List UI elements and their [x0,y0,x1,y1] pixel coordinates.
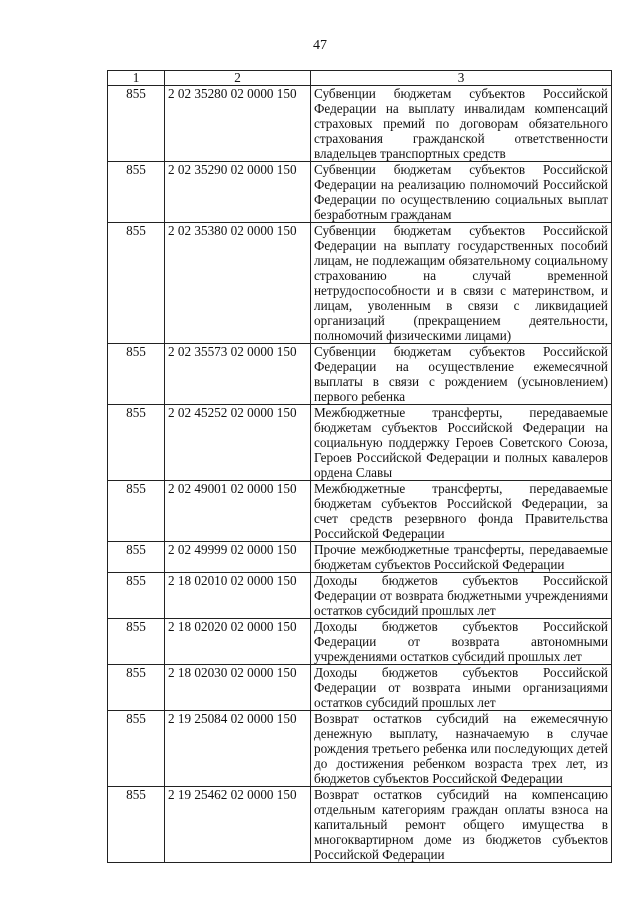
description-cell: Возврат остатков субсидий на ежемесячную денежную выплату, назначаемую в случае рождения третьего ребенка или последующих детей до достижения ребенком возраста трех лет, из бюджетов субъектов Российской Федерации [311,711,612,787]
description-cell: Доходы бюджетов субъектов Российской Федерации от возврата иными организациями остатков субсидий прошлых лет [311,665,612,711]
column-header-3: 3 [311,71,612,86]
description-cell: Доходы бюджетов субъектов Российской Федерации от возврата бюджетными учреждениями остатков субсидий прошлых лет [311,573,612,619]
admin-code-cell: 855 [108,344,165,405]
table-row [108,481,612,542]
table-row [108,344,612,405]
admin-code-cell: 855 [108,542,165,573]
classification-code-cell: 2 02 35290 02 0000 150 [165,162,311,223]
table-row [108,86,612,162]
description-cell: Субвенции бюджетам субъектов Российской Федерации на осуществление ежемесячной выплаты в связи с рождением (усыновлением) первого ребенка [311,344,612,405]
admin-code-cell: 855 [108,162,165,223]
table-header-row [108,71,612,86]
table-row [108,665,612,711]
classification-code-cell: 2 19 25084 02 0000 150 [165,711,311,787]
revenue-codes-table [107,70,612,863]
classification-code-cell: 2 02 35573 02 0000 150 [165,344,311,405]
description-cell: Субвенции бюджетам субъектов Российской Федерации на выплату инвалидам компенсаций страховых премий по договорам обязательного страхования гражданской ответственности владельцев транспортных средств [311,86,612,162]
admin-code-cell: 855 [108,405,165,481]
table-row [108,787,612,863]
table-row [108,223,612,344]
description-cell: Субвенции бюджетам субъектов Российской Федерации на реализацию полномочий Российской Федерации по осуществлению социальных выплат безработным гражданам [311,162,612,223]
classification-code-cell: 2 02 49001 02 0000 150 [165,481,311,542]
column-header-1: 1 [108,71,165,86]
classification-code-cell: 2 19 25462 02 0000 150 [165,787,311,863]
admin-code-cell: 855 [108,787,165,863]
classification-code-cell: 2 02 35380 02 0000 150 [165,223,311,344]
admin-code-cell: 855 [108,711,165,787]
admin-code-cell: 855 [108,481,165,542]
classification-code-cell: 2 02 45252 02 0000 150 [165,405,311,481]
description-cell: Возврат остатков субсидий на компенсацию отдельным категориям граждан оплаты взноса на капитальный ремонт общего имущества в многоквартирном доме из бюджетов субъектов Российской Федерации [311,787,612,863]
description-cell: Доходы бюджетов субъектов Российской Федерации от возврата автономными учреждениями остатков субсидий прошлых лет [311,619,612,665]
table-row [108,405,612,481]
classification-code-cell: 2 18 02020 02 0000 150 [165,619,311,665]
description-cell: Межбюджетные трансферты, передаваемые бюджетам субъектов Российской Федерации, за счет средств резервного фонда Правительства Российской Федерации [311,481,612,542]
description-cell: Межбюджетные трансферты, передаваемые бюджетам субъектов Российской Федерации на социальную поддержку Героев Советского Союза, Героев Российской Федерации и полных кавалеров ордена Славы [311,405,612,481]
table-row [108,542,612,573]
page-number: 47 [313,38,327,53]
admin-code-cell: 855 [108,665,165,711]
column-header-2: 2 [165,71,311,86]
description-cell: Субвенции бюджетам субъектов Российской Федерации на выплату государственных пособий лицам, не подлежащим обязательному социальному страхованию на случай временной нетрудоспособности и в связи с материнством, и лицам, уволенным в связи с ликвидацией организаций (прекращением деятельности, полномочий физическими лицами) [311,223,612,344]
admin-code-cell: 855 [108,619,165,665]
admin-code-cell: 855 [108,86,165,162]
description-cell: Прочие межбюджетные трансферты, передаваемые бюджетам субъектов Российской Федерации [311,542,612,573]
classification-code-cell: 2 02 49999 02 0000 150 [165,542,311,573]
classification-code-cell: 2 02 35280 02 0000 150 [165,86,311,162]
table-row [108,573,612,619]
admin-code-cell: 855 [108,573,165,619]
table-row [108,711,612,787]
classification-code-cell: 2 18 02030 02 0000 150 [165,665,311,711]
classification-code-cell: 2 18 02010 02 0000 150 [165,573,311,619]
table-row [108,619,612,665]
table-row [108,162,612,223]
admin-code-cell: 855 [108,223,165,344]
